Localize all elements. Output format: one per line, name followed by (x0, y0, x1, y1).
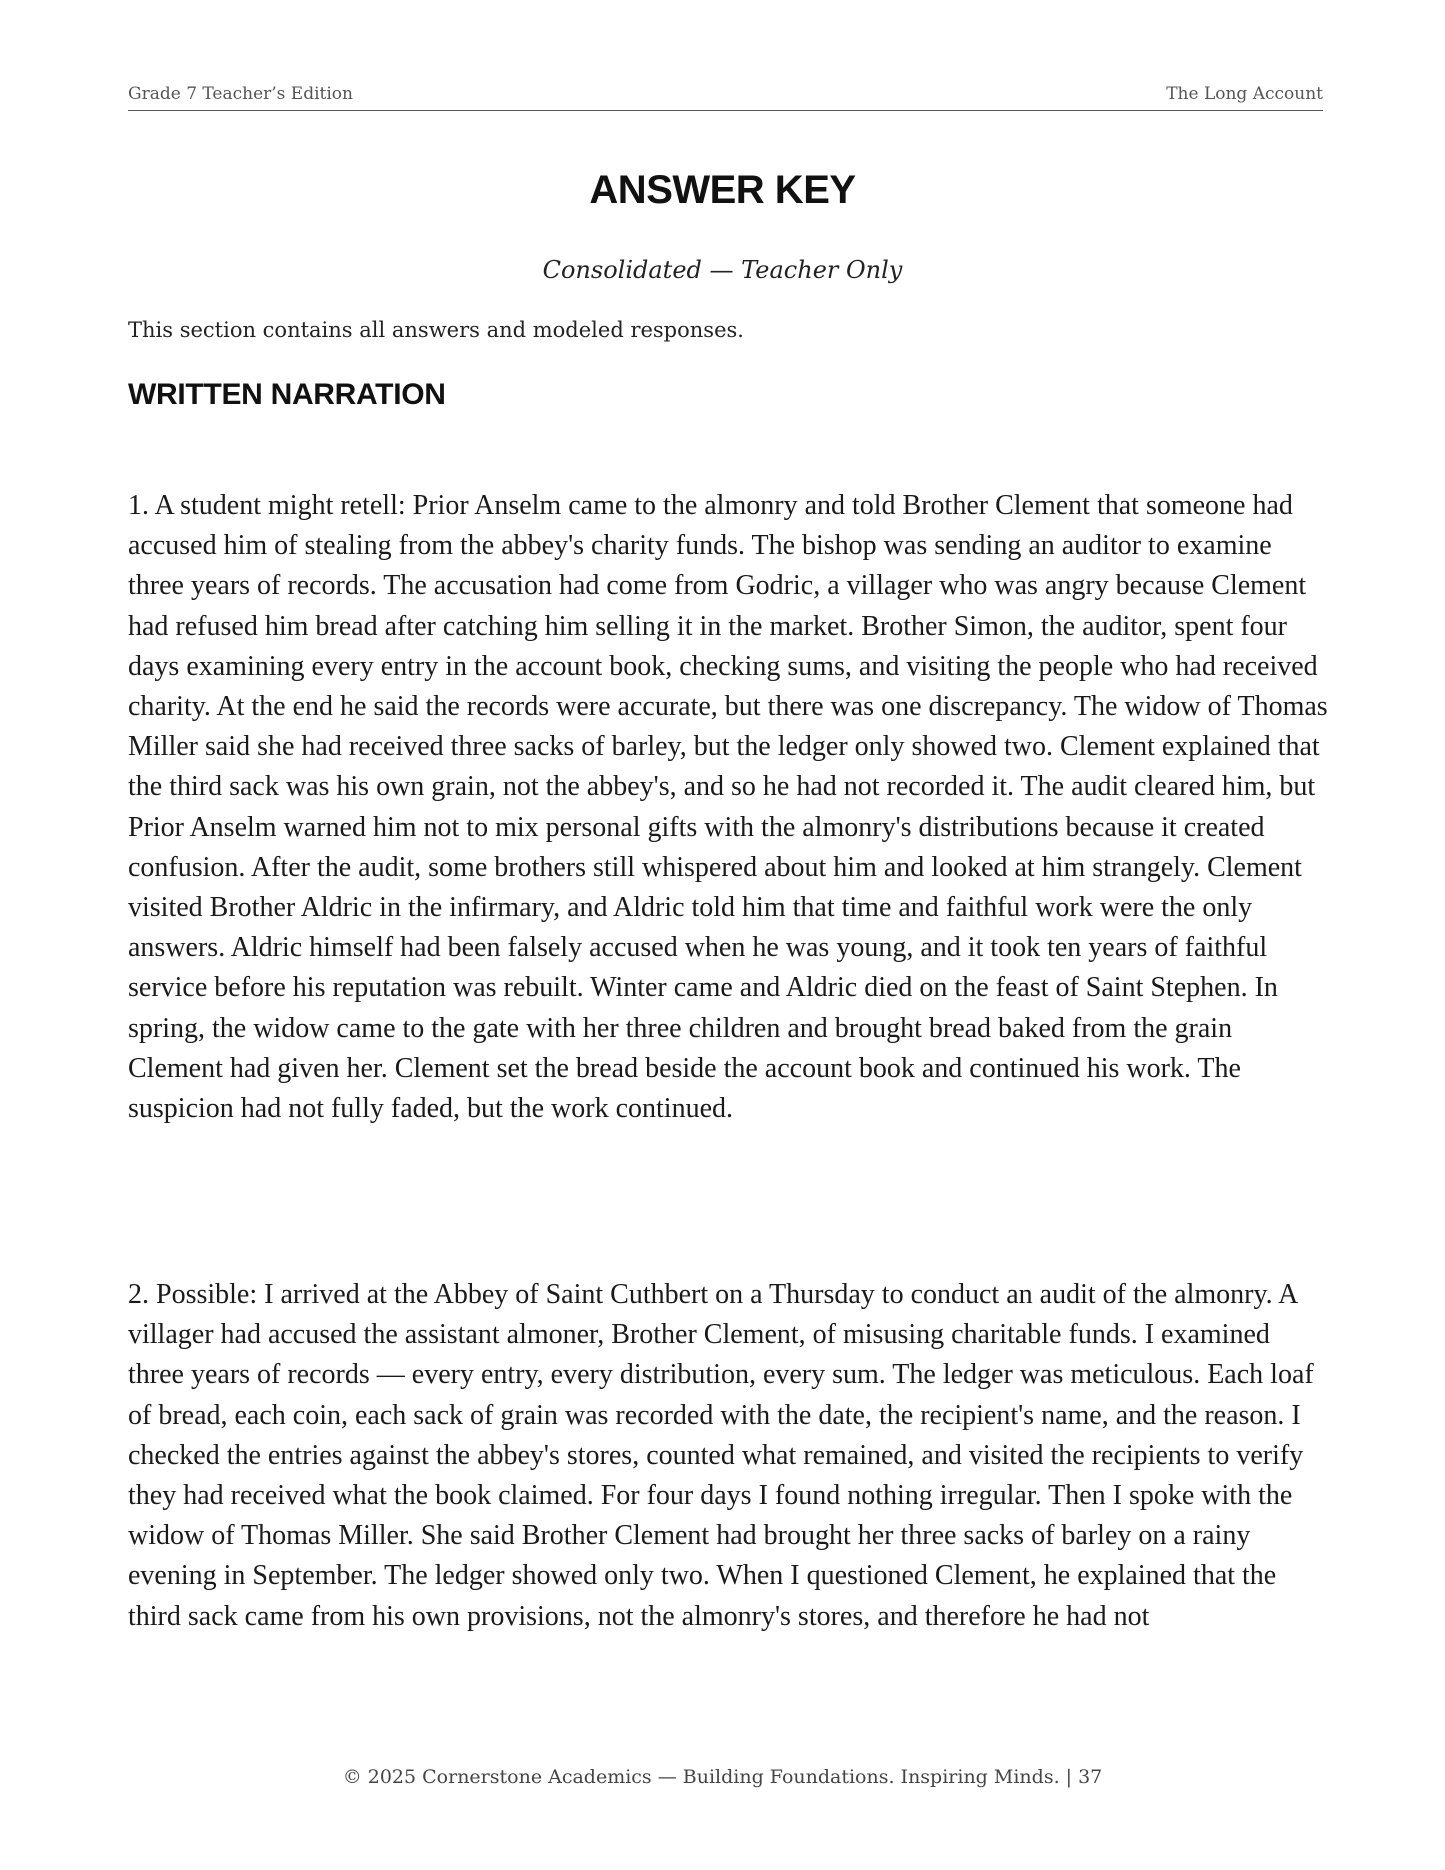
page-footer: © 2025 Cornerstone Academics — Building Foundations. Inspiring Minds. | 37 (342, 1766, 1103, 1788)
page-subtitle: Consolidated — Teacher Only (542, 256, 903, 284)
answer-paragraph-2: 2. Possible: I arrived at the Abbey of Saint Cuthbert on a Thursday to conduct an audit of the almonry. A villager had accused the assistant almoner, Brother Clement, of misusing charitable funds. I examined three years of records — every entry, every distribution, every sum. The ledger was meticulous. Each loaf of bread, each coin, each sack of grain was recorded with the date, the recipient's name, and the reason. I checked the entries against the abbey's stores, counted what remained, and visited the recipients to verify they had received what the book claimed. For four days I found nothing irregular. Then I spoke with the widow of Thomas Miller. She said Brother Clement had brought her three sacks of barley on a rainy evening in September. The ledger showed only two. When I questioned Clement, he explained that the third sack came from his own provisions, not the almonry's stores, and therefore he had not (128, 1279, 1314, 1632)
header-grade-label: Grade 7 Teacher’s Edition (128, 84, 353, 104)
intro-text: This section contains all answers and modeled responses. (128, 318, 744, 342)
answer-paragraph-1: 1. A student might retell: Prior Anselm came to the almonry and told Brother Clement that someone had accused him of stealing from the abbey's charity funds. The bishop was sending an auditor to examine three years of records. The accusation had come from Godric, a villager who was angry because Clement had refused him bread after catching him selling it in the market. Brother Simon, the auditor, spent four days examining every entry in the account book, checking sums, and visiting the people who had received charity. At the end he said the records were accurate, but there was one discrepancy. The widow of Thomas Miller said she had received three sacks of barley, but the ledger only showed two. Clement explained that the third sack was his own grain, not the abbey's, and so he had not recorded it. The audit cleared him, but Prior Anselm warned him not to mix personal gifts with the almonry's distributions because it created confusion. After the audit, some brothers still whispered about him and looked at him strangely. Clement visited Brother Aldric in the infirmary, and Aldric told him that time and faithful work were the only answers. Aldric himself had been falsely accused when he was young, and it took ten years of faithful service before his reputation was rebuilt. Winter came and Aldric died on the feast of Saint Stephen. In spring, the widow came to the gate with her three children and brought bread baked from the grain Clement had given her. Clement set the bread beside the account book and continued his work. The suspicion had not fully faded, but the work continued. (128, 490, 1328, 1125)
page-title: ANSWER KEY (589, 168, 856, 212)
section-heading: WRITTEN NARRATION (128, 378, 446, 411)
header-book-title: The Long Account (1166, 84, 1323, 104)
running-header (128, 84, 1323, 111)
